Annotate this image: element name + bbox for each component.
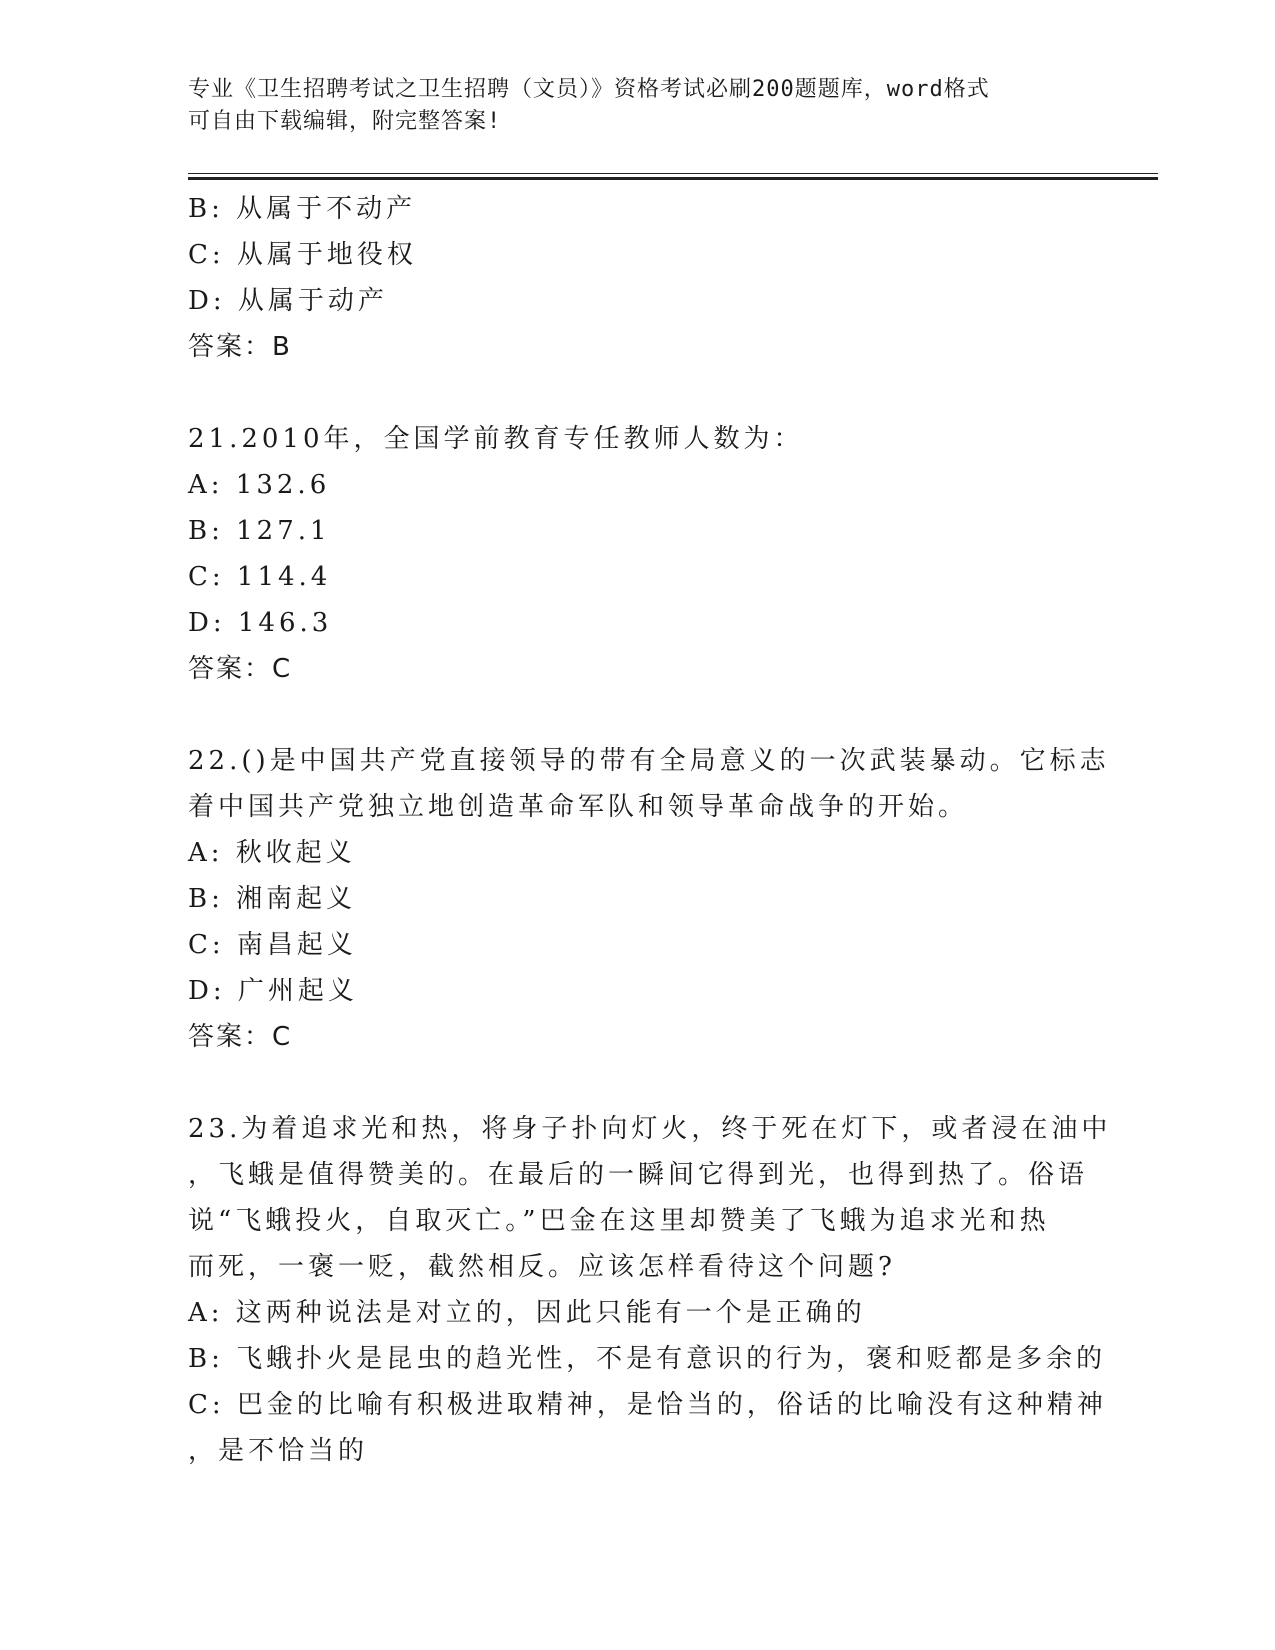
- question-stem-line: 22.()是中国共产党直接领导的带有全局意义的一次武装暴动。它标志: [188, 746, 1110, 776]
- option-b: B: 127.1: [188, 516, 331, 546]
- question-stem-line: 21.2010年，全国学前教育专任教师人数为：: [188, 424, 804, 454]
- question-stem-line: 说“飞蛾投火，自取灭亡。”巴金在这里却赞美了飞蛾为追求光和热: [188, 1206, 1050, 1236]
- option-c: C: 南昌起义: [188, 930, 357, 960]
- spacer: [188, 1060, 1088, 1106]
- header-title-line-1: 专业《卫生招聘考试之卫生招聘（文员）》资格考试必刷200题题库，word格式: [188, 77, 990, 102]
- option-c: C: 114.4: [188, 562, 332, 592]
- answer-line: 答案：B: [188, 332, 292, 362]
- header-rule-thin: [188, 173, 1158, 174]
- question-stem-line: 着中国共产党独立地创造革命军队和领导革命战争的开始。: [188, 792, 969, 822]
- option-b: B: 从属于不动产: [188, 194, 417, 224]
- option-d: D: 146.3: [188, 608, 333, 638]
- question-22: [188, 738, 1110, 1060]
- question-stem-line: ，飞蛾是值得赞美的。在最后的一瞬间它得到光，也得到热了。俗语: [188, 1160, 1089, 1190]
- spacer: [188, 370, 1088, 416]
- option-c-continued: ，是不恰当的: [188, 1436, 369, 1466]
- question-stem-line: 23.为着追求光和热，将身子扑向灯火，终于死在灯下，或者浸在油中: [188, 1114, 1112, 1144]
- question-23: [188, 1106, 1112, 1474]
- option-c: C: 从属于地役权: [188, 240, 417, 270]
- question-stem-line: 而死，一褒一贬，截然相反。应该怎样看待这个问题?: [188, 1252, 896, 1282]
- option-d: D: 广州起义: [188, 976, 358, 1006]
- question-20-continued: [188, 186, 1088, 370]
- document-body: [188, 186, 1112, 1474]
- answer-line: 答案：C: [188, 1022, 293, 1052]
- option-a: A: 秋收起义: [188, 838, 356, 868]
- option-a: A: 这两种说法是对立的，因此只能有一个是正确的: [188, 1298, 866, 1328]
- option-b: B: 飞蛾扑火是昆虫的趋光性，不是有意识的行为，褒和贬都是多余的: [188, 1344, 1107, 1374]
- question-21: [188, 416, 1088, 692]
- option-b: B: 湘南起义: [188, 884, 357, 914]
- spacer: [188, 692, 1088, 738]
- header-rule-thick: [188, 177, 1158, 180]
- option-d: D: 从属于动产: [188, 286, 388, 316]
- option-a: A: 132.6: [188, 470, 331, 500]
- document-header: [188, 74, 1088, 138]
- header-title-line-2: 可自由下载编辑，附完整答案!: [188, 109, 502, 134]
- option-c: C: 巴金的比喻有积极进取精神，是恰当的，俗话的比喻没有这种精神: [188, 1390, 1107, 1420]
- answer-line: 答案：C: [188, 654, 293, 684]
